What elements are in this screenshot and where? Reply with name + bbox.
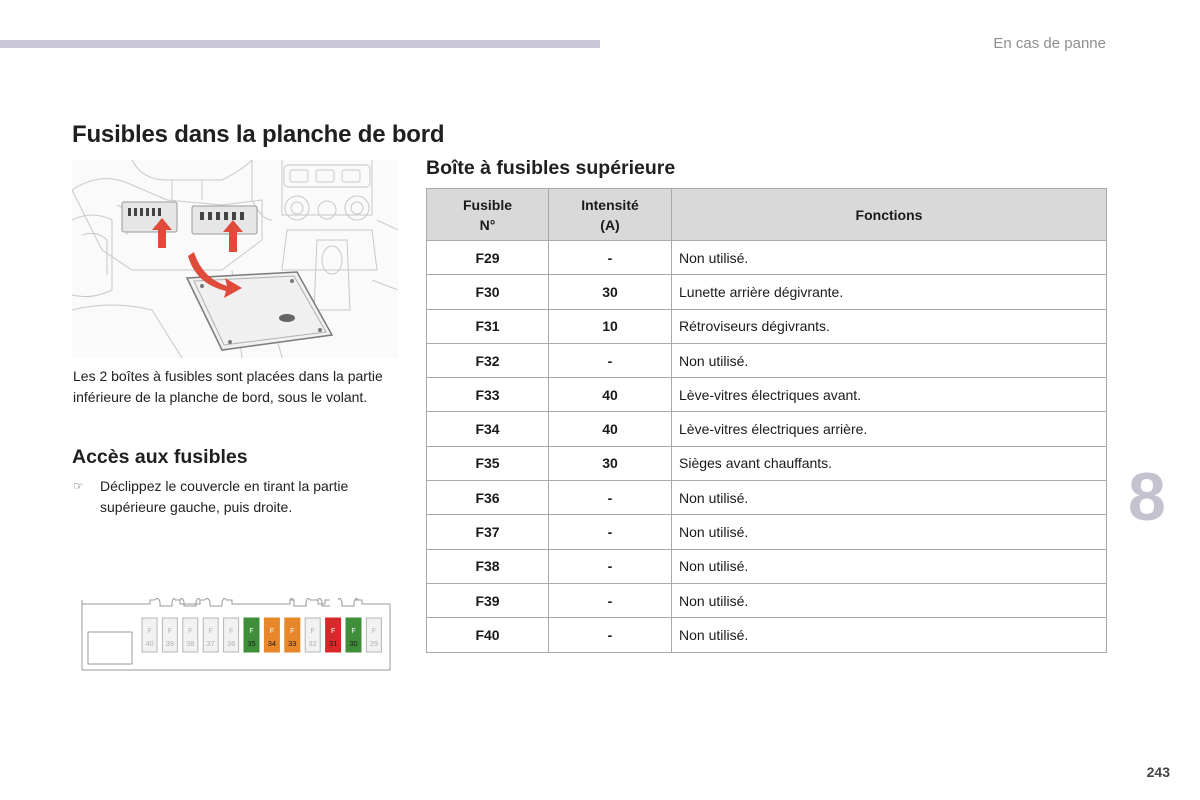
access-heading: Accès aux fusibles bbox=[72, 446, 248, 468]
fuse-slot bbox=[366, 618, 381, 652]
table-row bbox=[427, 446, 1107, 480]
table-row bbox=[427, 378, 1107, 412]
intro-text: Les 2 boîtes à fusibles sont placées dans la partie inférieure de la planche de bord, sous le volant. bbox=[73, 368, 383, 405]
table-row bbox=[427, 515, 1107, 549]
fuse-function: Non utilisé. bbox=[672, 241, 1107, 275]
fuse-slot-number: 33 bbox=[288, 639, 297, 648]
fuse-slot bbox=[224, 618, 239, 652]
fuse-slot-number: 29 bbox=[369, 639, 379, 648]
dashboard-illustration bbox=[72, 160, 398, 358]
fuse-number: F32 bbox=[427, 343, 549, 377]
fuse-slot-number: 35 bbox=[247, 639, 256, 648]
fuse-slot-number: 31 bbox=[328, 639, 338, 648]
fuse-amperage: 40 bbox=[549, 412, 672, 446]
fuse-slot bbox=[142, 618, 157, 652]
fuse-slot-letter: F bbox=[228, 628, 234, 635]
table-row bbox=[427, 309, 1107, 343]
fuse-slot-number: 40 bbox=[145, 639, 154, 648]
fuse-number: F29 bbox=[427, 241, 549, 275]
table-row bbox=[427, 412, 1107, 446]
page-title: Fusibles dans la planche de bord bbox=[72, 121, 445, 148]
fuse-table bbox=[426, 188, 1107, 653]
fuse-amperage: - bbox=[549, 481, 672, 515]
fuse-slot-number: 34 bbox=[267, 639, 277, 648]
hand-pointer-icon: ☞ bbox=[73, 479, 84, 493]
fuse-amperage: - bbox=[549, 549, 672, 583]
table-row bbox=[427, 241, 1107, 275]
upper-box-heading: Boîte à fusibles supérieure bbox=[426, 157, 676, 179]
table-header-row bbox=[427, 189, 1107, 241]
chapter-number: 8 bbox=[1128, 459, 1166, 535]
fuse-slot bbox=[244, 618, 259, 652]
page-number: 243 bbox=[1146, 764, 1170, 780]
fuse-number: F37 bbox=[427, 515, 549, 549]
table-row bbox=[427, 549, 1107, 583]
fuse-amperage: 40 bbox=[549, 378, 672, 412]
fuse-slot bbox=[162, 618, 177, 652]
fuse-number: F35 bbox=[427, 446, 549, 480]
fuse-number: F33 bbox=[427, 378, 549, 412]
fuse-slot-letter: F bbox=[310, 628, 315, 635]
access-instruction-text: Déclippez le couvercle en tirant la partie supérieure gauche, puis droite. bbox=[100, 478, 349, 515]
column-header-amperage: Intensité (A) bbox=[549, 189, 672, 241]
fuse-slot-letter: F bbox=[290, 628, 295, 635]
fuse-amperage: 30 bbox=[549, 275, 672, 309]
table-row bbox=[427, 343, 1107, 377]
fuse-amperage: - bbox=[549, 515, 672, 549]
section-name: En cas de panne bbox=[993, 35, 1106, 52]
fuse-amperage: 10 bbox=[549, 309, 672, 343]
fuse-function: Non utilisé. bbox=[672, 618, 1107, 652]
fuse-slot-letter: F bbox=[351, 628, 356, 635]
fuse-slot bbox=[183, 618, 198, 652]
table-row bbox=[427, 481, 1107, 515]
fuse-slot-number: 30 bbox=[349, 639, 358, 648]
fuse-slot-letter: F bbox=[147, 628, 152, 635]
table-row bbox=[427, 618, 1107, 652]
fuse-slot bbox=[305, 618, 320, 652]
fuse-slot-number: 36 bbox=[226, 639, 236, 648]
fuse-number: F31 bbox=[427, 309, 549, 343]
fuse-function: Sièges avant chauffants. bbox=[672, 446, 1107, 480]
fuse-function: Non utilisé. bbox=[672, 549, 1107, 583]
fuse-slot-letter: F bbox=[249, 628, 254, 635]
fuse-number: F30 bbox=[427, 275, 549, 309]
fuse-function: Lève-vitres électriques avant. bbox=[672, 378, 1107, 412]
fuse-function: Non utilisé. bbox=[672, 343, 1107, 377]
fuse-number: F39 bbox=[427, 583, 549, 617]
fuse-amperage: 30 bbox=[549, 446, 672, 480]
fuse-slot-number: 32 bbox=[308, 639, 317, 648]
header-bar bbox=[0, 40, 600, 48]
fuse-amperage: - bbox=[549, 583, 672, 617]
fuse-number: F34 bbox=[427, 412, 549, 446]
fuse-slot bbox=[203, 618, 218, 652]
fuse-slot bbox=[326, 618, 341, 652]
fuse-function: Rétroviseurs dégivrants. bbox=[672, 309, 1107, 343]
fuse-slot-letter: F bbox=[167, 628, 173, 635]
table-row bbox=[427, 583, 1107, 617]
fuse-slot bbox=[285, 618, 300, 652]
fuse-number: F40 bbox=[427, 618, 549, 652]
fuse-function: Non utilisé. bbox=[672, 481, 1107, 515]
fuse-slot-letter: F bbox=[208, 628, 213, 635]
column-header-fuse: Fusible N° bbox=[427, 189, 549, 241]
fuse-slot bbox=[264, 618, 279, 652]
fuse-number: F38 bbox=[427, 549, 549, 583]
fuse-function: Non utilisé. bbox=[672, 583, 1107, 617]
column-header-functions: Fonctions bbox=[672, 189, 1107, 241]
fuse-amperage: - bbox=[549, 343, 672, 377]
fuse-slot-number: 37 bbox=[206, 639, 215, 648]
fuse-slot-number: 39 bbox=[165, 639, 175, 648]
fuse-amperage: - bbox=[549, 241, 672, 275]
fuse-number: F36 bbox=[427, 481, 549, 515]
fuse-function: Lève-vitres électriques arrière. bbox=[672, 412, 1107, 446]
fuse-amperage: - bbox=[549, 618, 672, 652]
fuse-slot-number: 38 bbox=[186, 639, 195, 648]
fuse-slot-letter: F bbox=[371, 628, 377, 635]
fuse-box-diagram bbox=[80, 598, 392, 672]
fuse-function: Non utilisé. bbox=[672, 515, 1107, 549]
fuse-slot-letter: F bbox=[188, 628, 193, 635]
fuse-slot-letter: F bbox=[269, 628, 275, 635]
table-row bbox=[427, 275, 1107, 309]
fuse-slot-letter: F bbox=[330, 628, 336, 635]
fuse-slot bbox=[346, 618, 361, 652]
fuse-function: Lunette arrière dégivrante. bbox=[672, 275, 1107, 309]
